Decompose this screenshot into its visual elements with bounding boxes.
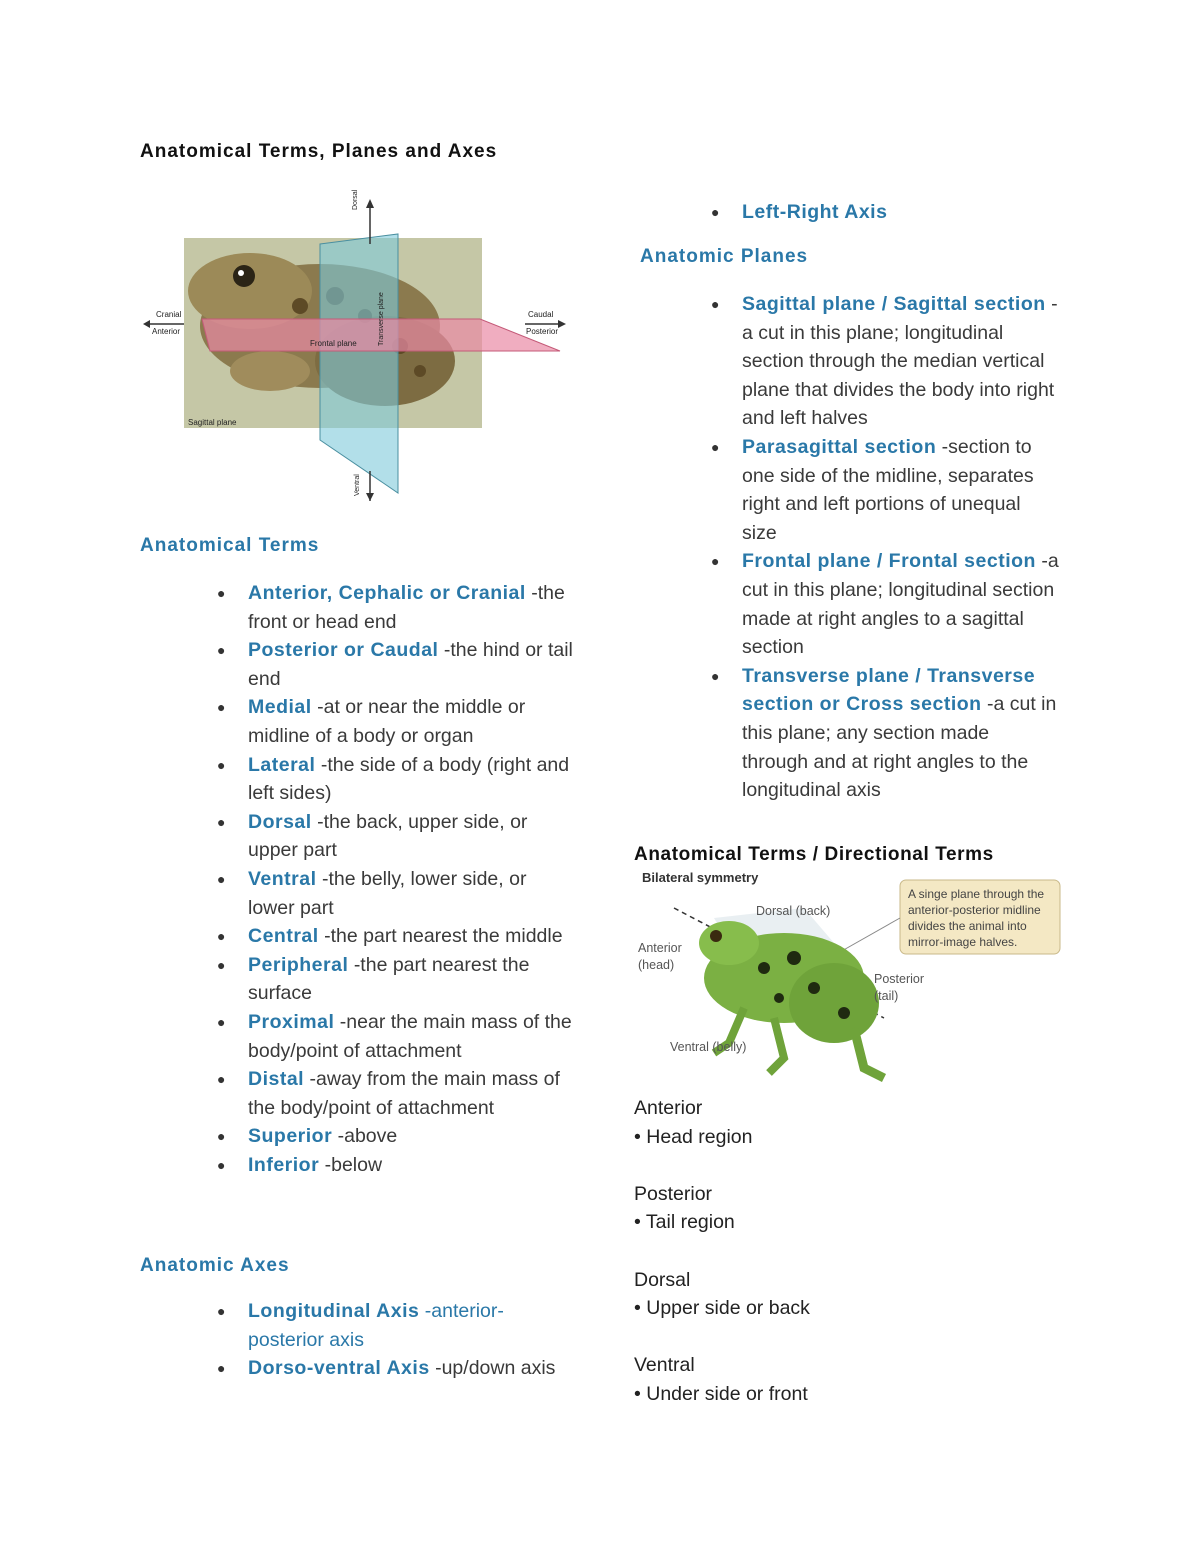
posterior-sub-label: (tail): [874, 989, 899, 1003]
callout-text: A singe plane through the anterior-posterior midline divides the animal into mirror-image halves.: [908, 887, 1045, 949]
anterior-label: Anterior: [152, 327, 181, 336]
anterior-label: Anterior: [638, 941, 682, 955]
definition: -a cut in this plane; longitudinal section through the median vertical plane that divides the body into right and left halves: [742, 293, 1058, 430]
list-item: [217, 1354, 558, 1383]
bullet-icon: ●: [217, 928, 226, 945]
anatomical-terms-heading: Anatomical Terms: [140, 535, 320, 556]
posterior-label: Posterior: [526, 327, 559, 336]
bullet-icon: ●: [217, 1128, 226, 1145]
posterior-label: Posterior: [874, 972, 925, 986]
entry-desc: • Head region: [634, 1125, 753, 1148]
anterior-sub-label: (head): [638, 958, 675, 972]
definition: -the back, upper side, or upper part: [248, 810, 528, 862]
bullet-icon: ●: [711, 438, 720, 455]
bullet-icon: ●: [711, 667, 720, 684]
bullet-icon: ●: [217, 1360, 226, 1377]
entry-name: Ventral: [634, 1354, 695, 1377]
list-item: [711, 662, 1060, 805]
definition: -up/down axis: [435, 1357, 556, 1380]
anatomical-terms-list: [217, 579, 578, 1179]
term: Dorso-ventral Axis: [248, 1357, 430, 1380]
definition: -the part nearest the middle: [324, 925, 563, 948]
term: Ventral: [248, 867, 317, 890]
term: Inferior: [248, 1153, 320, 1176]
frontal-plane-label: Frontal plane: [310, 339, 357, 348]
bullet-icon: ●: [217, 870, 226, 887]
figure-title: Bilateral symmetry: [642, 870, 759, 885]
bullet-icon: ●: [711, 553, 720, 570]
list-item: [217, 1065, 578, 1122]
definition: -away from the main mass of the body/point of attachment: [248, 1068, 560, 1119]
list-item: [217, 951, 578, 1008]
bullet-icon: ●: [217, 1071, 226, 1088]
entry-name: Dorsal: [634, 1268, 691, 1291]
list-item: [217, 636, 578, 693]
dorsal-label: Dorsal (back): [756, 904, 831, 918]
term: Central: [248, 925, 319, 948]
bullet-icon: ●: [711, 204, 720, 220]
list-item: [711, 433, 1060, 547]
definition: -the front or head end: [248, 582, 565, 633]
caudal-label: Caudal: [528, 310, 554, 319]
anatomic-axes-list: [217, 1297, 558, 1383]
list-item: [217, 808, 578, 865]
bullet-icon: ●: [217, 1156, 226, 1173]
page-title: Anatomical Terms, Planes and Axes: [140, 141, 498, 162]
bullet-icon: ●: [217, 1303, 226, 1319]
ventral-label: Ventral: [354, 474, 361, 496]
term: Posterior or Caudal: [248, 639, 439, 662]
list-item: [217, 865, 578, 922]
term: Frontal plane / Frontal section: [742, 550, 1036, 573]
dorsal-label: Dorsal: [352, 189, 359, 210]
term: Proximal: [248, 1010, 335, 1033]
list-item: [217, 693, 578, 750]
bullet-icon: ●: [711, 296, 720, 312]
list-item: [217, 579, 578, 636]
anatomic-planes-heading: Anatomic Planes: [640, 246, 809, 267]
definition: -the hind or tail end: [248, 639, 573, 690]
list-item: [217, 1297, 558, 1354]
list-item: [711, 198, 1062, 227]
bilateral-symmetry-figure: [634, 868, 1064, 1088]
term: Left-Right Axis: [742, 201, 888, 223]
planes-figure: [140, 189, 570, 501]
entry-name: Posterior: [634, 1182, 713, 1205]
definition: -section to one side of the midline, separates right and left portions of unequal size: [742, 435, 1034, 544]
bullet-icon: ●: [217, 642, 226, 659]
list-item: [711, 547, 1060, 661]
bullet-icon: ●: [217, 1013, 226, 1030]
bullet-icon: ●: [217, 813, 226, 830]
definition: -near the main mass of the body/point of attachment: [248, 1010, 572, 1062]
list-item: [217, 1151, 578, 1180]
term: Transverse plane / Transverse section or Cross section: [742, 664, 1036, 716]
entry-desc: • Tail region: [634, 1211, 735, 1234]
bullet-icon: ●: [217, 756, 226, 773]
list-item: [711, 290, 1060, 433]
anatomic-planes-list: [711, 290, 1060, 805]
term: Longitudinal Axis: [248, 1300, 420, 1322]
definition: -below: [324, 1153, 383, 1176]
anatomic-axes-list-continued: [711, 198, 1062, 227]
bullet-icon: ●: [217, 699, 226, 716]
list-item: [217, 1122, 578, 1151]
transverse-plane-label: Transverse plane: [378, 292, 385, 346]
list-item: [217, 1008, 578, 1065]
definition: -above: [337, 1125, 398, 1148]
list-item: [217, 922, 578, 951]
term: Lateral: [248, 753, 316, 776]
term: Sagittal plane / Sagittal section: [742, 293, 1046, 315]
frog-planes-illustration: [140, 196, 570, 501]
ventral-label: Ventral (belly): [670, 1040, 747, 1054]
definition: -a cut in this plane; longitudinal section made at right angles to a sagittal section: [742, 550, 1059, 659]
bullet-icon: ●: [217, 956, 226, 973]
directional-entries: [634, 1094, 1054, 1409]
term: Dorsal: [248, 810, 312, 833]
sagittal-plane-label: Sagittal plane: [188, 418, 237, 427]
definition: -anterior-posterior axis: [248, 1300, 504, 1351]
directional-terms-heading: Anatomical Terms / Directional Terms: [634, 844, 994, 865]
term: Anterior, Cephalic or Cranial: [248, 582, 526, 604]
definition: -the side of a body (right and left sides): [248, 753, 570, 805]
definition: -a cut in this plane; any section made through and at right angles to the longitudinal axis: [742, 693, 1057, 802]
entry-desc: • Upper side or back: [634, 1297, 810, 1320]
term: Superior: [248, 1125, 333, 1148]
term: Medial: [248, 696, 312, 719]
bullet-icon: ●: [217, 585, 226, 601]
anatomic-axes-heading: Anatomic Axes: [140, 1255, 290, 1276]
definition: -the part nearest the surface: [248, 953, 530, 1005]
cranial-label: Cranial: [156, 310, 182, 319]
entry-name: Anterior: [634, 1097, 703, 1119]
definition: -at or near the middle or midline of a body or organ: [248, 696, 526, 747]
term: Distal: [248, 1068, 305, 1091]
term: Parasagittal section: [742, 435, 937, 458]
definition: -the belly, lower side, or lower part: [248, 867, 527, 919]
entry-desc: • Under side or front: [634, 1382, 808, 1405]
list-item: [217, 751, 578, 808]
term: Peripheral: [248, 953, 349, 976]
